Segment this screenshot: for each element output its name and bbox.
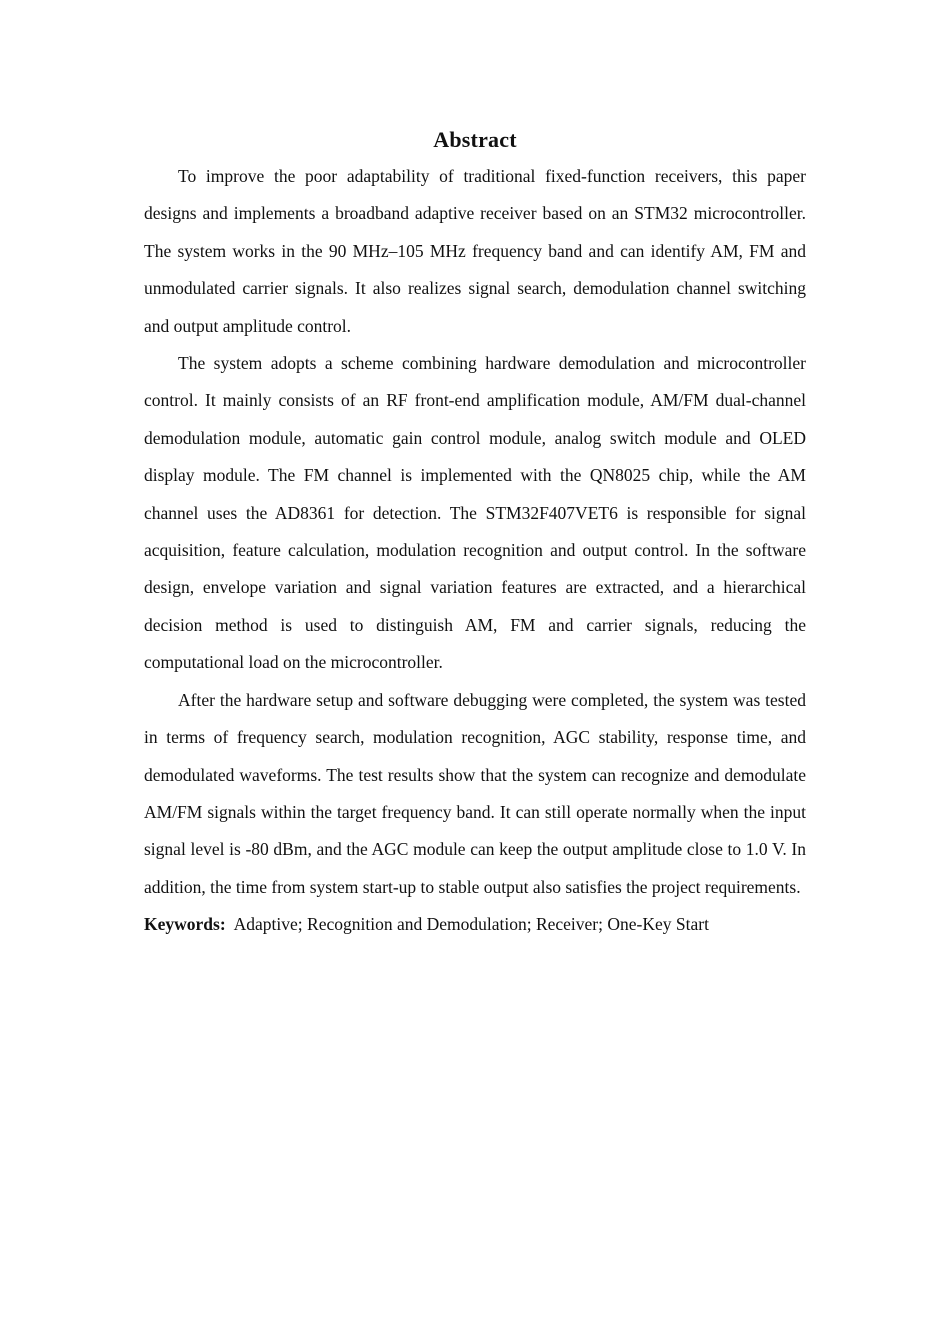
abstract-paragraph-3: After the hardware setup and software debugging were completed, the system was tested in terms of frequency search, modulation recognition, AGC stability, response time, and demodulated waveforms. The test results show that the system can recognize and demodulate AM/FM signals within the target frequency band. It can still operate normally when the input signal level is -80 dBm, and the AGC module can keep the output amplitude close to 1.0 V. In addition, the time from system start-up to stable output also satisfies the project requirements. — [144, 689, 806, 897]
abstract-section — [144, 122, 806, 944]
keywords-label: Keywords: — [144, 914, 226, 935]
abstract-paragraph-2: The system adopts a scheme combining hardware demodulation and microcontroller control. It mainly consists of an RF front-end amplification module, AM/FM dual-channel demodulation module, automatic gain control module, analog switch module and OLED display module. The FM channel is implemented with the QN8025 chip, while the AM channel uses the AD8361 for detection. The STM32F407VET6 is responsible for signal acquisition, feature calculation, modulation recognition and output control. In the software design, envelope variation and signal variation features are extracted, and a hierarchical decision method is used to distinguish AM, FM and carrier signals, reducing the computational load on the microcontroller. — [144, 353, 806, 673]
keywords-value: Adaptive; Recognition and Demodulation; Receiver; One-Key Start — [233, 914, 709, 935]
keywords-line — [144, 906, 806, 943]
abstract-paragraph-1: To improve the poor adaptability of traditional fixed-function receivers, this paper designs and implements a broadband adaptive receiver based on an STM32 microcontroller. The system works in the 90 MHz–105 MHz frequency band and can identify AM, FM and unmodulated carrier signals. It also realizes signal search, demodulation channel switching and output amplitude control. — [144, 166, 806, 336]
abstract-title: Abstract — [433, 127, 517, 152]
